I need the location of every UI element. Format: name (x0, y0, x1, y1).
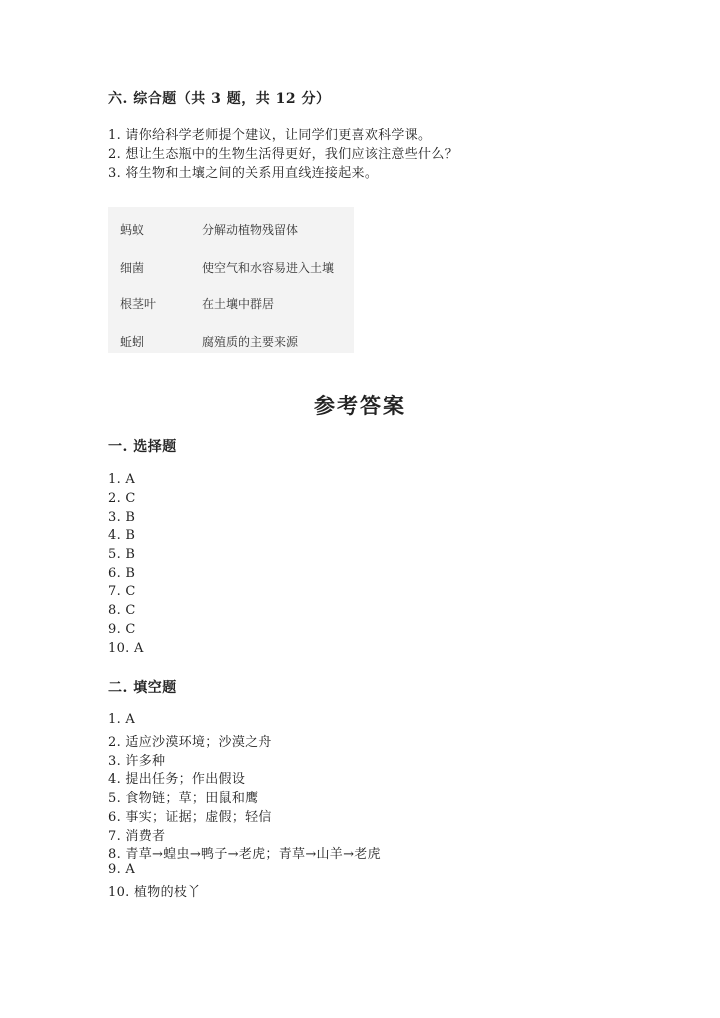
fill-answer: 3. 许多种 (108, 754, 166, 769)
section6-heading: 六. 综合题（共 3 题，共 12 分） (108, 91, 331, 107)
question-3: 3. 将生物和土壤之间的关系用直线连接起来。 (108, 166, 379, 181)
question-1: 1. 请你给科学老师提个建议，让同学们更喜欢科学课。 (108, 128, 432, 143)
match-right-item: 分解动植物残留体 (202, 223, 299, 237)
matching-figure (108, 207, 354, 353)
choice-answer: 2. C (108, 491, 136, 506)
fill-answer: 6. 事实；证据；虚假；轻信 (108, 810, 272, 825)
fill-answer: 2. 适应沙漠环境；沙漠之舟 (108, 735, 272, 750)
fill-answer: 7. 消费者 (108, 829, 166, 844)
question-2: 2. 想让生态瓶中的生物生活得更好，我们应该注意些什么？ (108, 147, 458, 162)
match-right-item: 使空气和水容易进入土壤 (202, 261, 335, 275)
fill-answer: 1. A (108, 712, 136, 727)
fill-answer: 9. A (108, 862, 136, 877)
choice-answer: 4. B (108, 528, 136, 543)
choice-answer: 10. A (108, 641, 144, 656)
fill-answer: 5. 食物链；草；田鼠和鹰 (108, 791, 259, 806)
fill-heading: 二. 填空题 (108, 680, 177, 696)
choice-heading: 一. 选择题 (108, 439, 177, 455)
choice-answer: 8. C (108, 603, 136, 618)
match-left-item: 根茎叶 (120, 297, 157, 311)
choice-answer: 6. B (108, 566, 136, 581)
match-left-item: 蚯蚓 (120, 335, 145, 349)
fill-answer: 10. 植物的枝丫 (108, 885, 201, 900)
choice-answer: 5. B (108, 547, 136, 562)
choice-answer: 3. B (108, 510, 136, 525)
match-right-item: 腐殖质的主要来源 (202, 335, 299, 349)
fill-answer: 8. 青草→蝗虫→鸭子→老虎；青草→山羊→老虎 (108, 847, 381, 862)
match-left-item: 细菌 (120, 261, 145, 275)
choice-answer: 7. C (108, 584, 136, 599)
match-left-item: 蚂蚁 (120, 223, 145, 237)
choice-answer: 9. C (108, 622, 136, 637)
match-right-item: 在土壤中群居 (202, 297, 275, 311)
choice-answer: 1. A (108, 472, 136, 487)
answer-key-title: 参考答案 (314, 393, 406, 418)
fill-answer: 4. 提出任务；作出假设 (108, 772, 246, 787)
